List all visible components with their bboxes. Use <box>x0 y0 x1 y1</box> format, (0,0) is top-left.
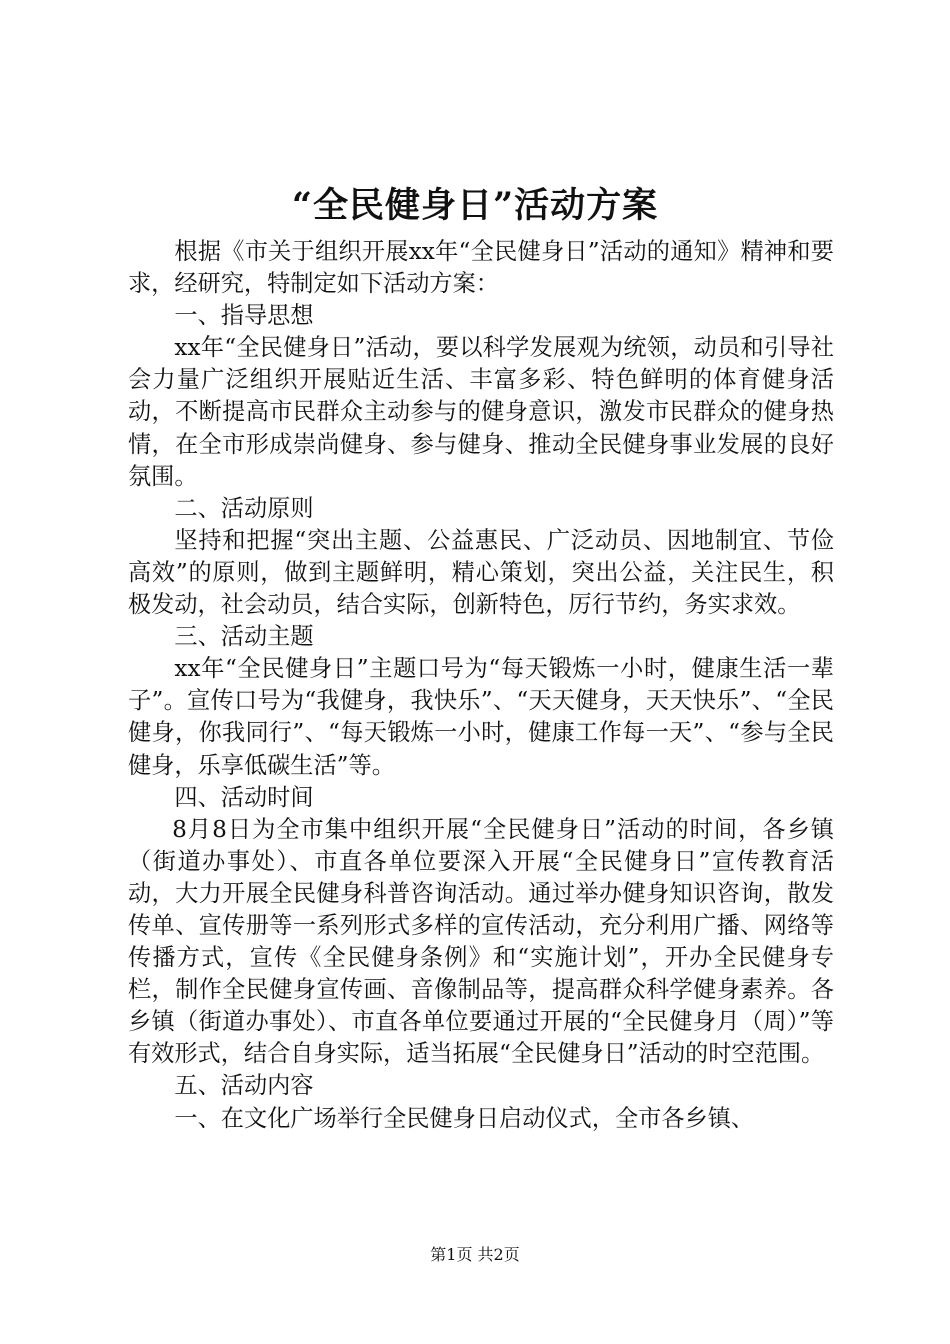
guiding-thought-paragraph: xx年“全民健身日”活动，要以科学发展观为统领，动员和引导社会力量广泛组织开展贴近生活、丰富多彩、特色鲜明的体育健身活动，不断提高市民群众主动参与的健身意识，激发市民群众的健身热情，在全市形成崇尚健身、参与健身、推动全民健身事业发展的良好氛围。 <box>128 334 834 490</box>
principles-paragraph: 坚持和把握“突出主题、公益惠民、广泛动员、因地制宜、节俭高效”的原则，做到主题鲜明，精心策划，突出公益，关注民生，积极发动，社会动员，结合实际，创新特色，厉行节约，务实求效。 <box>128 526 834 619</box>
page-number-footer: 第1页 共2页 <box>430 1245 520 1264</box>
intro-paragraph: 根据《市关于组织开展xx年“全民健身日”活动的通知》精神和要求，经研究，特制定如下活动方案： <box>128 238 834 298</box>
document-body <box>128 236 834 1135</box>
section-heading-time: 四、活动时间 <box>174 783 314 811</box>
section-heading-content: 五、活动内容 <box>174 1072 314 1100</box>
section-heading-theme: 三、活动主题 <box>174 623 314 651</box>
section-heading-guiding-thought: 一、指导思想 <box>174 302 314 330</box>
time-paragraph: 8月8日为全市集中组织开展“全民健身日”活动的时间，各乡镇（街道办事处）、市直各单位要深入开展“全民健身日”宣传教育活动，大力开展全民健身科普咨询活动。通过举办健身知识咨询，散发传单、宣传册等一系列形式多样的宣传活动，充分利用广播、网络等传播方式，宣传《全民健身条例》和“实施计划”，开办全民健身专栏，制作全民健身宣传画、音像制品等，提高群众科学健身素养。各乡镇（街道办事处）、市直各单位要通过开展的“全民健身月（周）”等有效形式，结合自身实际，适当拓展“全民健身日”活动的时空范围。 <box>128 815 834 1068</box>
theme-paragraph: xx年“全民健身日”主题口号为“每天锻炼一小时，健康生活一辈子”。宣传口号为“我健身，我快乐”、“天天健身，天天快乐”、“全民健身，你我同行”、“每天锻炼一小时，健康工作每一天”、“参与全民健身，乐享低碳生活”等。 <box>128 655 834 779</box>
document-title: “全民健身日”活动方案 <box>291 185 659 226</box>
content-paragraph: 一、在文化广场举行全民健身日启动仪式，全市各乡镇、 <box>174 1104 755 1132</box>
section-heading-principles: 二、活动原则 <box>174 494 314 522</box>
